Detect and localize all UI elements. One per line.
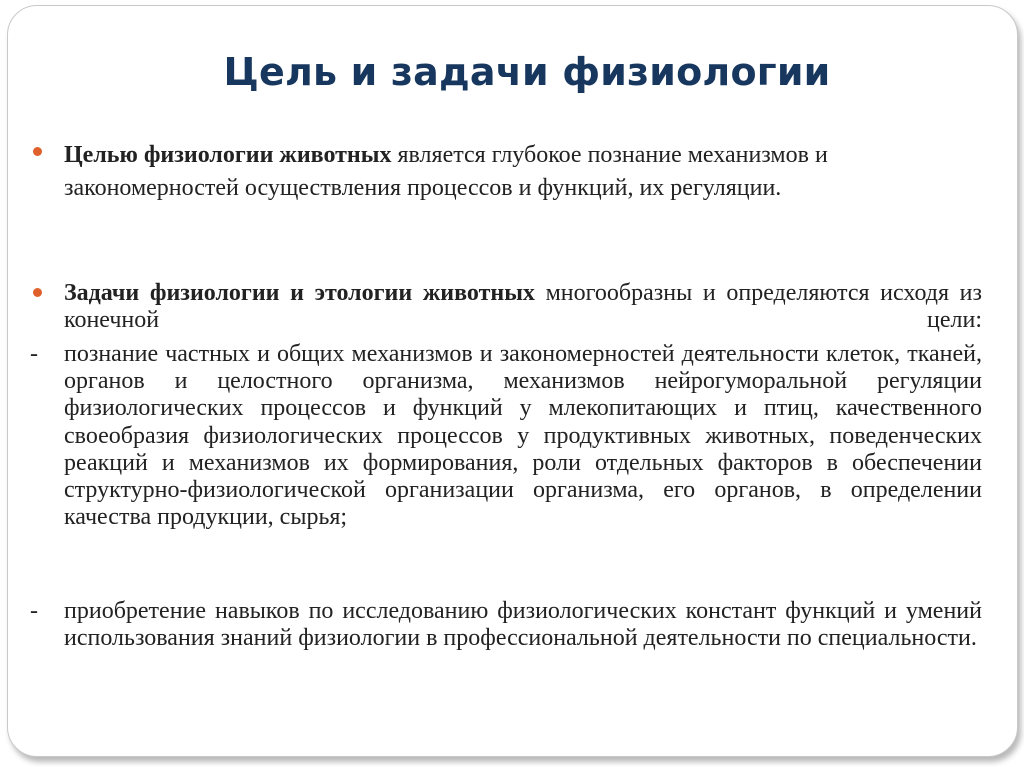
bullet-dot-icon [33,288,42,297]
dash-marker: - [30,341,38,367]
dash-item-text: приобретение навыков по исследованию физиологических констант функций и умений использования знаний физиологии в профессиональной деятельности по специальности. [64,598,982,652]
bullet-dot-icon [33,147,42,156]
bullet-goal-bold: Целью физиологии животных [64,142,392,168]
bullet-tasks-text: многообразны и определяются исходя из конечной цели: [64,280,982,333]
bullet-tasks-bold: Задачи физиологии и этологии животных [64,280,535,306]
bullet-goal-text: является глубокое познание механизмов и закономерностей осуществления процессов и функций, их регуляции. [64,142,828,201]
dash-item-text: познание частных и общих механизмов и закономерностей деятельности клеток, тканей, органов и целостного организма, механизмов нейрогуморальной регуляции физиологических процессов и функций у млекопитающих и птиц, качественного своеобразия физиологических процессов у продуктивных животных, поведенческих реакций и механизмов их формирования, роли отдельных факторов в обеспечении структурно-физиологической организации организма, его органов, в определении качества продукции, сырья; [64,341,982,531]
dash-item-cognition [30,341,982,531]
bullet-item-goal [64,139,982,205]
dash-marker: - [30,598,38,624]
slide-title: Цель и задачи физиологии [223,50,831,94]
bullet-item-tasks [64,280,982,334]
dash-item-skills [30,598,982,652]
